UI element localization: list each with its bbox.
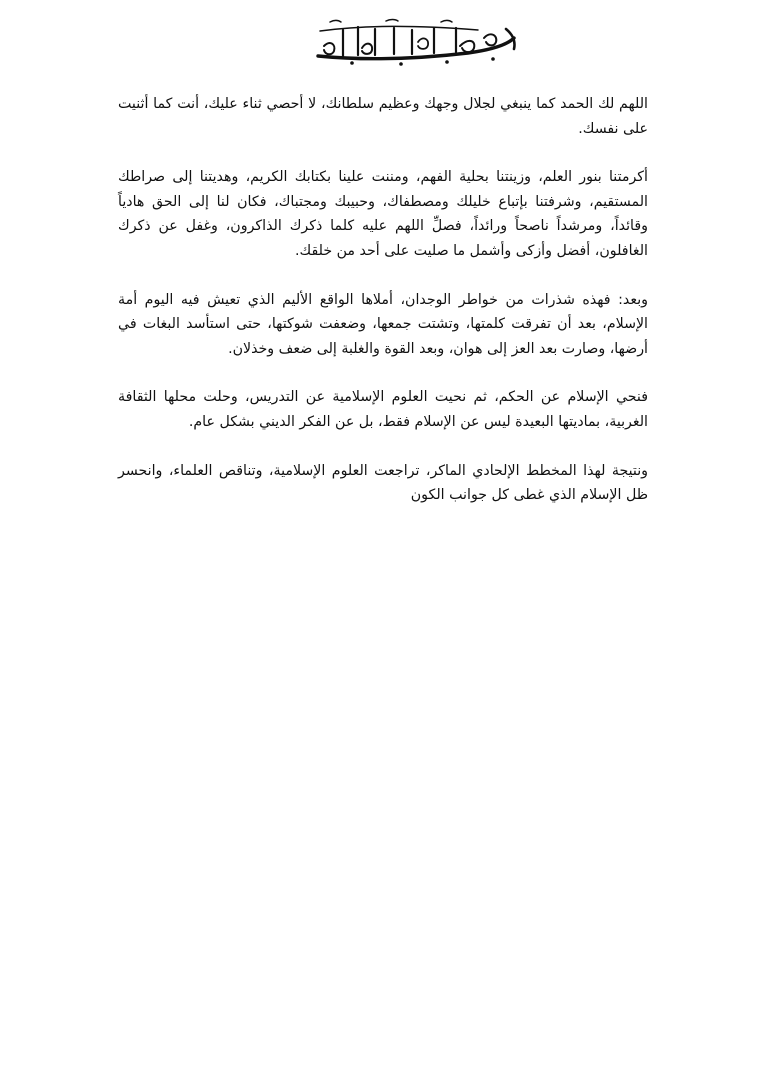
paragraph-reflections: وبعد: فهذه شذرات من خواطر الوجدان، أملاها الواقع الأليم الذي تعيش فيه اليوم أمة الإسلام، بعد أن تفرقت كلمتها، وتشتت جمعها، وضعفت شوكتها، حتى استأسد البغات في أرضها، وصارت بعد العز إلى هوان، وبعد القوة والغلبة إلى ضعف وخذلان.: [118, 291, 648, 357]
paragraph-gratitude: أكرمتنا بنور العلم، وزينتنا بحلية الفهم، ومننت علينا بكتابك الكريم، وهديتنا إلى صراطك المستقيم، وشرفتنا بإتباع خليلك ومصطفاك، وحبيبك ومجتباك، فكان لنا إلى الحق هادياً وقائداً، ومرشداً ناصحاً ورائداً، فصلِّ اللهم عليه كلما ذكرك الذاكرون، وغفل عن ذكرك الغافلون، أفضل وأزكى وأشمل ما صليت على أحد من خلقك.: [118, 169, 648, 259]
basmala-header: [300, 10, 530, 68]
document-body: [118, 92, 648, 532]
paragraph-islam-removed: فنحي الإسلام عن الحكم، ثم نحيت العلوم الإسلامية عن التدريس، وحلت محلها الثقافة الغربية، بماديتها البعيدة ليس عن الإسلام فقط، بل عن الفكر الديني بشكل عام.: [118, 389, 648, 430]
basmala-calligraphy-icon: [300, 10, 530, 68]
paragraph-consequence: ونتيجة لهذا المخطط الإلحادي الماكر، تراجعت العلوم الإسلامية، وتناقص العلماء، وانحسر ظل الإسلام الذي غطى كل جوانب الكون: [118, 462, 648, 504]
paragraph-opening-praise: اللهم لك الحمد كما ينبغي لجلال وجهك وعظيم سلطانك، لا أحصي ثناء عليك، أنت كما أثنيت على نفسك.: [118, 96, 648, 137]
